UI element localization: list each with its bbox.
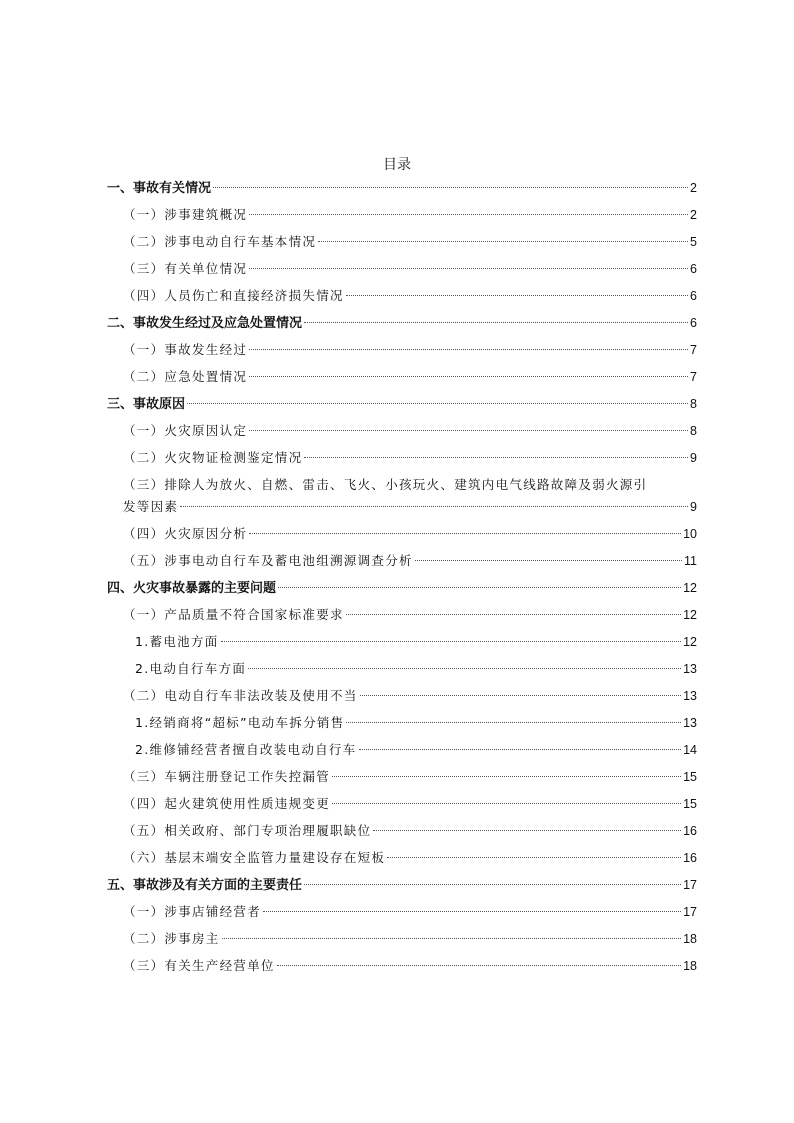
dot-leader bbox=[346, 722, 681, 723]
toc-entry-text: （六）基层末端安全监管力量建设存在短板 bbox=[123, 850, 386, 865]
toc-link[interactable] bbox=[123, 821, 697, 841]
toc-entry-text: 五、事故涉及有关方面的主要责任 bbox=[107, 878, 303, 893]
toc-entry bbox=[0, 875, 794, 895]
toc-entry bbox=[0, 740, 794, 760]
toc-entry bbox=[0, 821, 794, 841]
toc-page-number: 5 bbox=[690, 235, 697, 249]
toc-link[interactable] bbox=[107, 178, 697, 199]
dot-leader bbox=[332, 776, 681, 777]
toc-link[interactable] bbox=[123, 767, 697, 787]
dot-leader bbox=[263, 911, 681, 912]
toc-entry-text: （三）排除人为放火、自燃、雷击、飞火、小孩玩火、建筑内电气线路故障及弱火源引 bbox=[123, 477, 648, 492]
toc-entry bbox=[0, 340, 794, 360]
toc-link[interactable] bbox=[107, 578, 697, 599]
toc-link[interactable] bbox=[123, 956, 697, 976]
dot-leader bbox=[249, 214, 688, 215]
toc-entry-text: （一）涉事建筑概况 bbox=[123, 207, 248, 222]
toc-page-number: 12 bbox=[683, 581, 697, 595]
toc-entry bbox=[0, 524, 794, 544]
toc-page-number: 6 bbox=[690, 262, 697, 276]
toc-page-number: 14 bbox=[683, 743, 697, 757]
toc-entry bbox=[0, 848, 794, 868]
toc-link[interactable] bbox=[123, 205, 697, 225]
toc-link[interactable] bbox=[123, 232, 697, 252]
toc-page-number: 2 bbox=[690, 181, 697, 195]
dot-leader bbox=[304, 884, 681, 885]
toc-entry-text: 1.经销商将“超标”电动车拆分销售 bbox=[135, 715, 345, 730]
toc-entry bbox=[0, 686, 794, 706]
toc-link[interactable] bbox=[123, 794, 697, 814]
toc-entry-text: 二、事故发生经过及应急处置情况 bbox=[107, 316, 303, 331]
dot-leader bbox=[373, 830, 681, 831]
toc-entry bbox=[0, 394, 794, 414]
toc-link[interactable] bbox=[107, 875, 697, 896]
toc-entry bbox=[0, 313, 794, 333]
toc-entry-text: （一）事故发生经过 bbox=[123, 342, 248, 357]
toc-link[interactable] bbox=[123, 367, 697, 387]
toc-page-number: 7 bbox=[690, 370, 697, 384]
dot-leader bbox=[213, 187, 688, 188]
toc-page-number: 13 bbox=[683, 716, 697, 730]
toc-page-number: 6 bbox=[690, 316, 697, 330]
toc-link[interactable] bbox=[123, 902, 697, 922]
toc-entry bbox=[0, 232, 794, 252]
toc-link[interactable] bbox=[135, 632, 697, 652]
toc-entry-text: 2.维修铺经营者擅自改装电动自行车 bbox=[135, 742, 357, 757]
toc-entry bbox=[0, 259, 794, 279]
toc-entry-text: 一、事故有关情况 bbox=[107, 181, 212, 196]
dot-leader bbox=[222, 938, 681, 939]
toc-entry bbox=[0, 448, 794, 468]
toc-entry bbox=[0, 475, 794, 517]
toc-entry-text: （三）有关生产经营单位 bbox=[123, 958, 275, 973]
dot-leader bbox=[318, 241, 688, 242]
toc-page-number: 13 bbox=[683, 689, 697, 703]
toc-entry bbox=[0, 578, 794, 598]
toc-entry-text: （二）电动自行车非法改装及使用不当 bbox=[123, 688, 358, 703]
toc-page-number: 7 bbox=[690, 343, 697, 357]
dot-leader bbox=[278, 587, 681, 588]
dot-leader bbox=[359, 749, 682, 750]
toc-entry bbox=[0, 367, 794, 387]
toc-link[interactable] bbox=[107, 394, 697, 415]
dot-leader bbox=[415, 560, 682, 561]
toc-entry bbox=[0, 421, 794, 441]
toc-link[interactable] bbox=[123, 448, 697, 468]
toc-entry bbox=[0, 178, 794, 198]
toc-entry-text: （五）涉事电动自行车及蓄电池组溯源调查分析 bbox=[123, 553, 413, 568]
dot-leader bbox=[249, 533, 681, 534]
toc-entry bbox=[0, 902, 794, 922]
toc-entry-text: 三、事故原因 bbox=[107, 397, 186, 412]
dot-leader bbox=[249, 268, 688, 269]
toc-link[interactable] bbox=[123, 686, 697, 706]
toc-page-number: 10 bbox=[683, 527, 697, 541]
toc-entry-text: （二）涉事房主 bbox=[123, 931, 220, 946]
toc-link[interactable] bbox=[123, 340, 697, 360]
toc-entry-text: （二）涉事电动自行车基本情况 bbox=[123, 234, 317, 249]
dot-leader bbox=[249, 430, 688, 431]
toc-link[interactable] bbox=[123, 259, 697, 279]
toc-link[interactable] bbox=[135, 713, 697, 733]
toc-page-number: 15 bbox=[683, 797, 697, 811]
toc-link[interactable] bbox=[123, 286, 697, 306]
toc-link[interactable] bbox=[123, 929, 697, 949]
toc-page-number: 16 bbox=[683, 851, 697, 865]
toc-page-number: 13 bbox=[683, 662, 697, 676]
toc-entry bbox=[0, 767, 794, 787]
dot-leader bbox=[221, 641, 682, 642]
toc-link[interactable] bbox=[135, 740, 697, 760]
toc-entry-text-cont: 发等因素 bbox=[123, 499, 179, 514]
toc-entry-text: （四）起火建筑使用性质违规变更 bbox=[123, 796, 331, 811]
toc-page-number: 8 bbox=[690, 397, 697, 411]
toc-entry-text: （一）涉事店铺经营者 bbox=[123, 904, 262, 919]
dot-leader bbox=[248, 668, 681, 669]
toc-page-number: 17 bbox=[683, 905, 697, 919]
dot-leader bbox=[187, 403, 688, 404]
toc-entry-text: （二）应急处置情况 bbox=[123, 369, 248, 384]
toc-link[interactable] bbox=[123, 524, 697, 544]
toc-entry bbox=[0, 286, 794, 306]
dot-leader bbox=[346, 295, 688, 296]
toc-entry-text: 1.蓄电池方面 bbox=[135, 634, 219, 649]
toc-entry bbox=[0, 551, 794, 571]
toc-page-number: 6 bbox=[690, 289, 697, 303]
toc-page-number: 15 bbox=[683, 770, 697, 784]
toc-entry bbox=[0, 605, 794, 625]
toc-entry-text: （四）人员伤亡和直接经济损失情况 bbox=[123, 288, 344, 303]
toc-page-number: 12 bbox=[683, 608, 697, 622]
toc-entry-text: 四、火灾事故暴露的主要问题 bbox=[107, 581, 277, 596]
toc-entry bbox=[0, 929, 794, 949]
toc-entry-text: （二）火灾物证检测鉴定情况 bbox=[123, 450, 303, 465]
dot-leader bbox=[304, 457, 688, 458]
dot-leader bbox=[277, 965, 681, 966]
toc-link[interactable] bbox=[107, 313, 697, 334]
dot-leader bbox=[387, 857, 681, 858]
toc-page-number: 9 bbox=[690, 451, 697, 465]
toc-entry bbox=[0, 713, 794, 733]
toc-page-number: 11 bbox=[684, 554, 697, 568]
toc-link[interactable] bbox=[123, 551, 697, 571]
toc-entry bbox=[0, 659, 794, 679]
toc-entry-text: （三）车辆注册登记工作失控漏管 bbox=[123, 769, 331, 784]
toc-entry-text: （一）产品质量不符合国家标准要求 bbox=[123, 607, 344, 622]
toc-title: 目录 bbox=[383, 157, 411, 173]
toc-entry-text: （三）有关单位情况 bbox=[123, 261, 248, 276]
toc-entry bbox=[0, 794, 794, 814]
toc-page-number: 8 bbox=[690, 424, 697, 438]
toc-page-number: 18 bbox=[683, 932, 697, 946]
toc-entry bbox=[0, 632, 794, 652]
dot-leader bbox=[180, 506, 688, 507]
toc-page-number: 16 bbox=[683, 824, 697, 838]
dot-leader bbox=[360, 695, 681, 696]
toc-page-number: 18 bbox=[683, 959, 697, 973]
toc-link[interactable] bbox=[135, 659, 697, 679]
dot-leader bbox=[249, 376, 688, 377]
toc-page-number: 12 bbox=[683, 635, 697, 649]
toc-link[interactable] bbox=[123, 421, 697, 441]
toc-page-number: 2 bbox=[690, 208, 697, 222]
toc-link[interactable] bbox=[123, 848, 697, 868]
dot-leader bbox=[332, 803, 681, 804]
toc-entry-text: （一）火灾原因认定 bbox=[123, 423, 248, 438]
toc-entry-continuation bbox=[123, 497, 697, 517]
dot-leader bbox=[346, 614, 681, 615]
toc-entry-text: （四）火灾原因分析 bbox=[123, 526, 248, 541]
toc-entry bbox=[0, 956, 794, 976]
toc-page-number: 9 bbox=[690, 500, 697, 514]
toc-entry-text: 2.电动自行车方面 bbox=[135, 661, 247, 676]
toc-link[interactable] bbox=[123, 605, 697, 625]
toc-entry-text: （五）相关政府、部门专项治理履职缺位 bbox=[123, 823, 372, 838]
dot-leader bbox=[249, 349, 688, 350]
toc-entry bbox=[0, 205, 794, 225]
dot-leader bbox=[304, 322, 688, 323]
toc-page-number: 17 bbox=[683, 878, 697, 892]
